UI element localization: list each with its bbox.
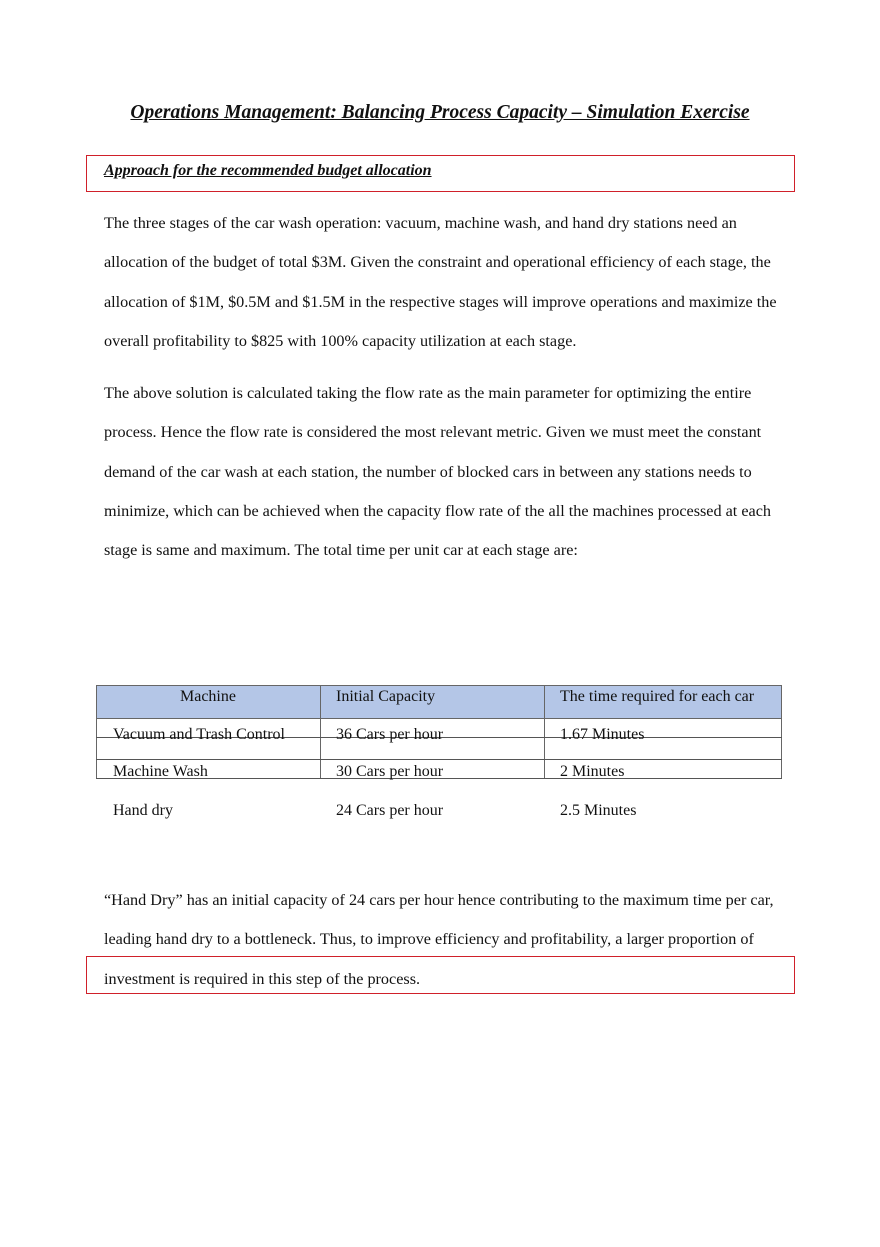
- document-title: Operations Management: Balancing Process Capacity – Simulation Exercise: [130, 102, 750, 123]
- table-cell-r1-time: 1.67 Minutes: [560, 726, 645, 743]
- table-border-left: [96, 685, 97, 779]
- table-header-machine: Machine: [180, 688, 236, 705]
- table-cell-r3-time: 2.5 Minutes: [560, 802, 637, 819]
- table-divider-1: [320, 685, 321, 779]
- table-cell-r2-machine: Machine Wash: [113, 763, 208, 780]
- table-rule-2: [96, 759, 782, 760]
- paragraph-flow-rate: The above solution is calculated taking the flow rate as the main parameter for optimizing the entire process. Hence the flow rate is considered the most relevant metric. Given we must meet the constant demand of the car wash at each station, the number of blocked cars in between any stations needs to minimize, which can be achieved when the capacity flow rate of the all the machines processed at each stage is same and maximum. The total time per unit car at each stage are:: [104, 384, 771, 560]
- table-cell-r2-time: 2 Minutes: [560, 763, 625, 780]
- capacity-table: [96, 685, 782, 719]
- table-cell-r3-capacity: 24 Cars per hour: [336, 802, 444, 819]
- section-heading: Approach for the recommended budget allocation: [104, 162, 432, 179]
- table-divider-2: [544, 685, 545, 779]
- table-header-time: The time required for each car: [560, 688, 755, 705]
- table-cell-r1-machine: Vacuum and Trash Control: [113, 726, 285, 743]
- table-border-right: [781, 685, 782, 779]
- table-cell-r1-capacity: 36 Cars per hour: [336, 726, 444, 743]
- table-cell-r2-capacity: 30 Cars per hour: [336, 763, 444, 780]
- table-header-capacity: Initial Capacity: [336, 688, 436, 705]
- table-header-row: [96, 685, 782, 719]
- paragraph-budget-allocation: The three stages of the car wash operation: vacuum, machine wash, and hand dry stations need an allocation of the budget of total $3M. Given the constraint and operational efficiency of each stage, the allocation of $1M, $0.5M and $1.5M in the respective stages will improve operations and maximize the overall profitability to $825 with 100% capacity utilization at each stage.: [104, 214, 777, 350]
- table-cell-r3-machine: Hand dry: [113, 802, 173, 819]
- paragraph-bottleneck: “Hand Dry” has an initial capacity of 24 cars per hour hence contributing to the maximum time per car, leading hand dry to a bottleneck. Thus, to improve efficiency and profitability, a larger proportion of investment is required in this step of the process.: [104, 891, 774, 988]
